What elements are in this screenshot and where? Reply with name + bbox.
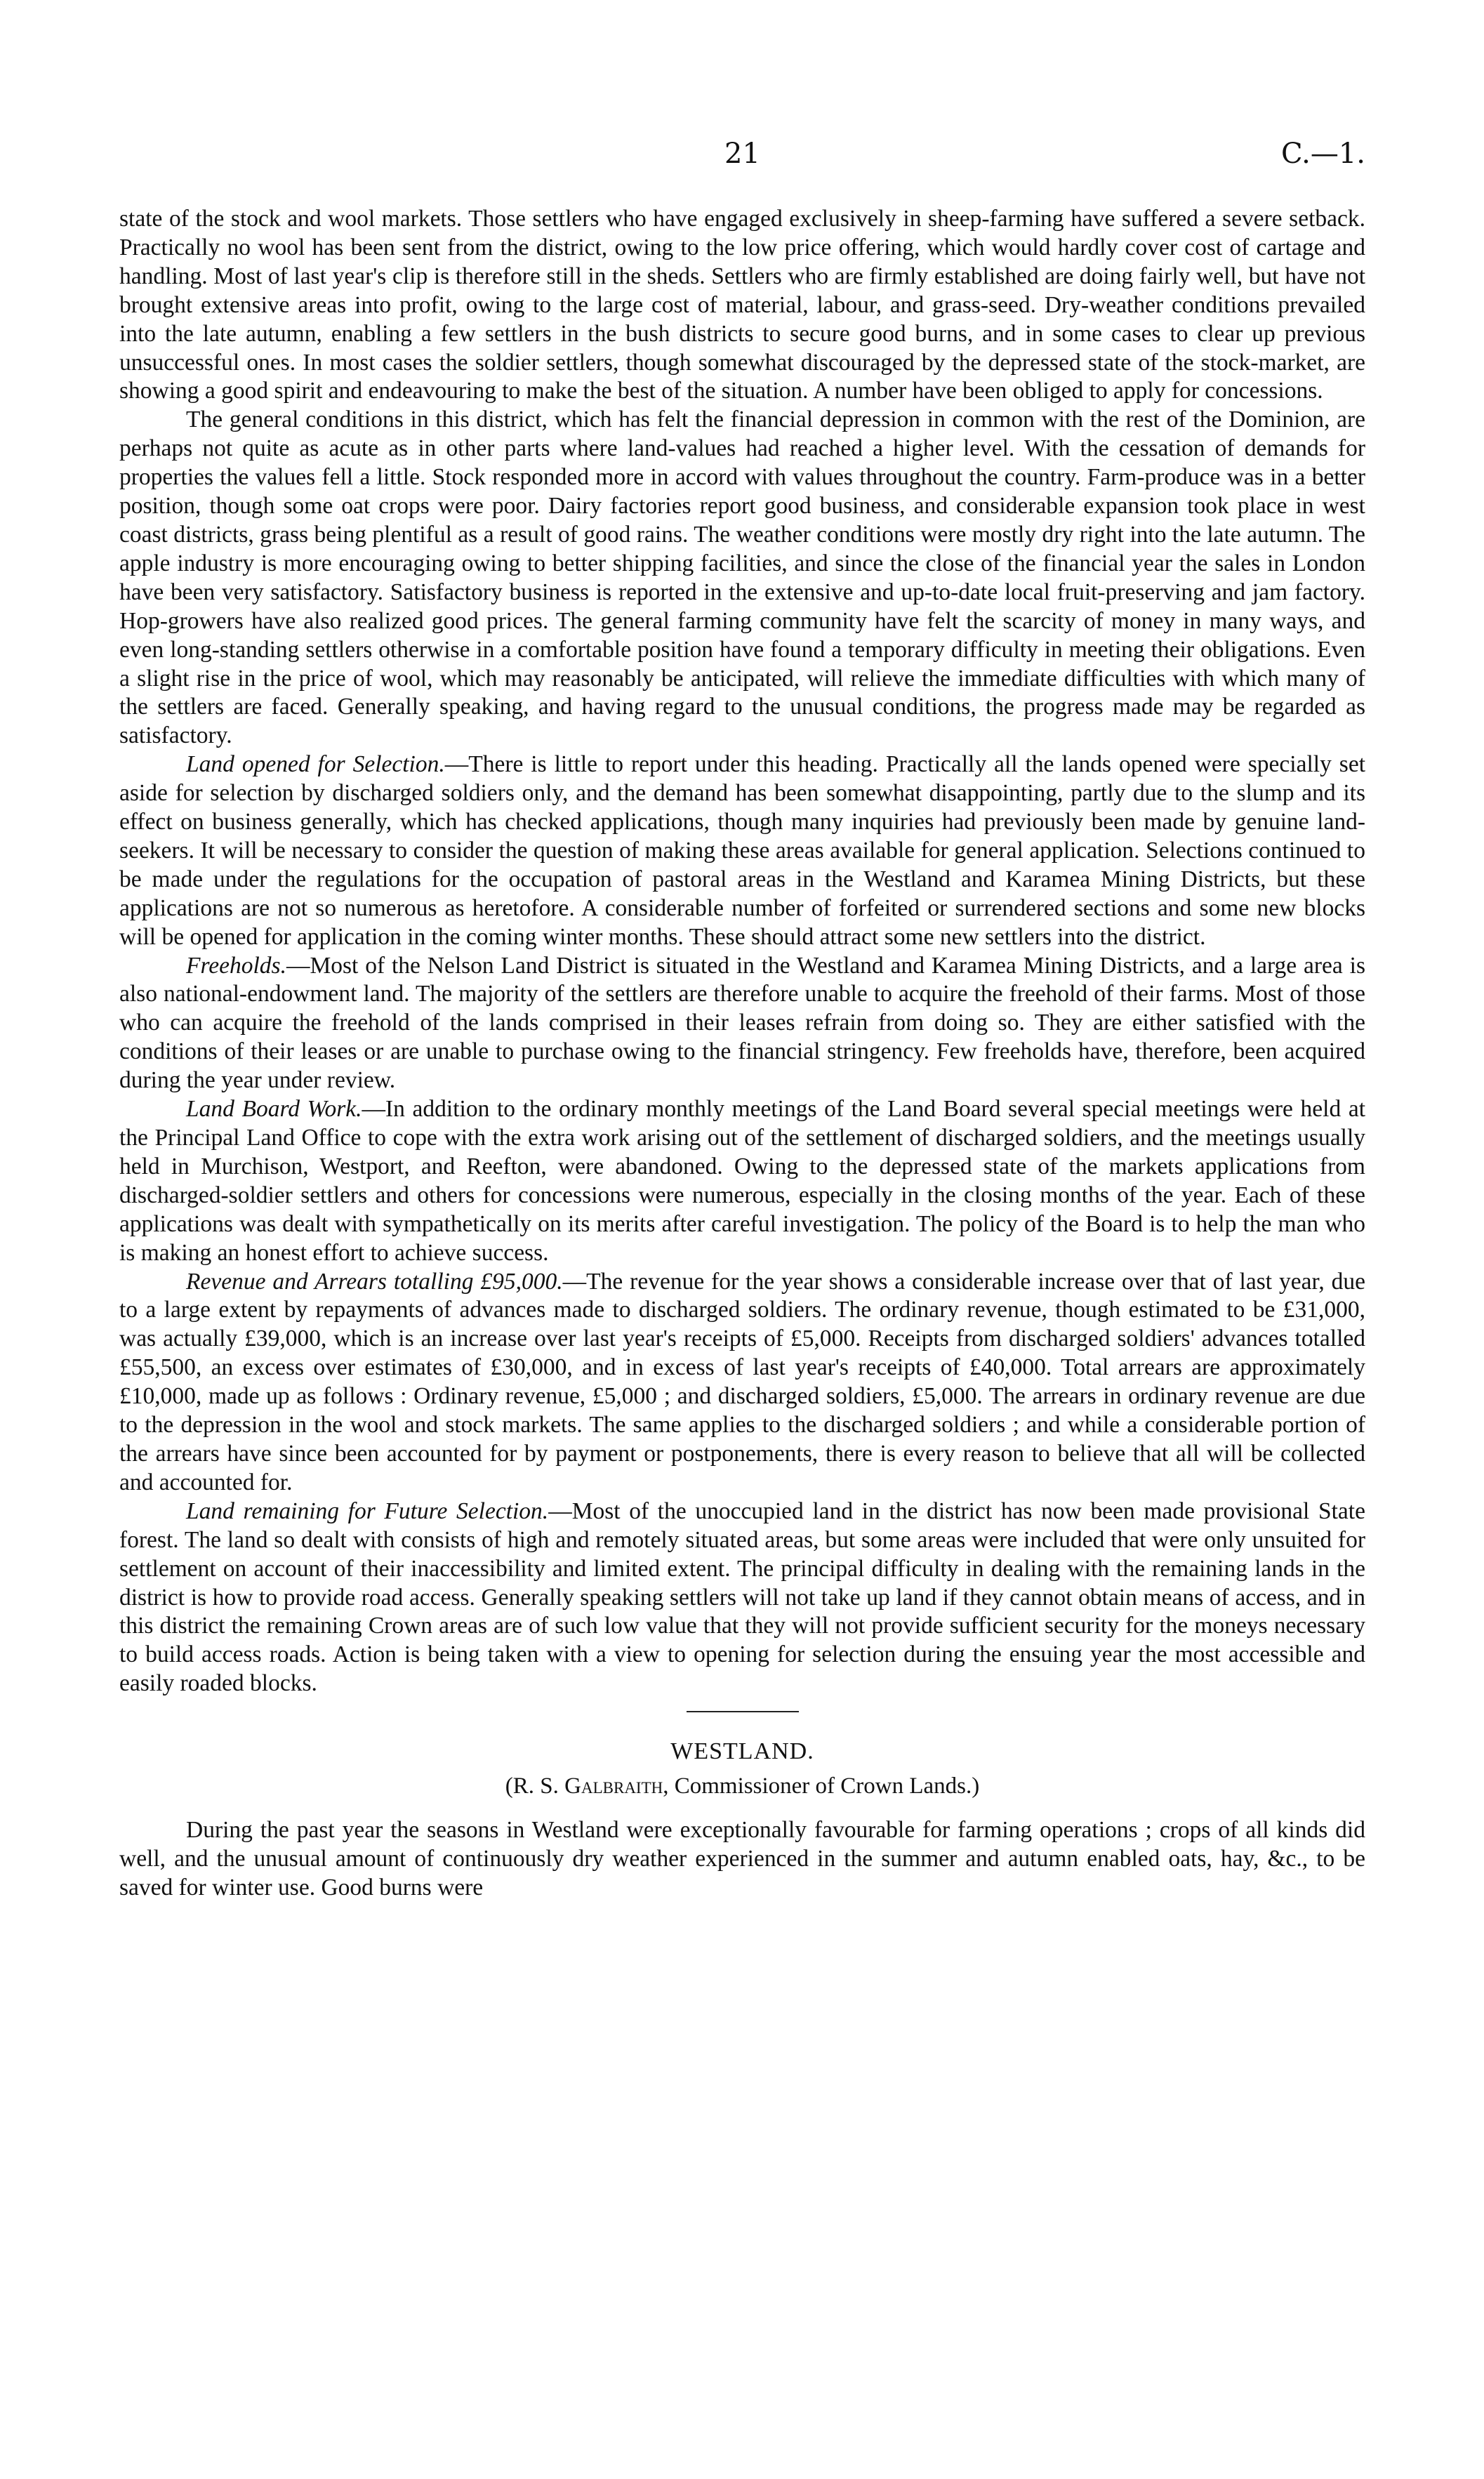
subheading-land-board-work: Land Board Work. xyxy=(186,1096,362,1123)
commissioner-name: R. S. Galbraith xyxy=(512,1773,663,1799)
paragraph-revenue-arrears-text: —The revenue for the year shows a considerable increase over that of last year, due to a large extent by repayments of advances made to discharged soldiers. The ordinary revenue, though estimated to be £31,000, was actually £39,000, which is an increase over last year's receipts of £5,000. Receipts from discharged soldiers' advances totalled £55,500, an excess over estimates of £30,000, and in excess of last year's receipts of £40,000. Total arrears are approximately £10,000, made up as follows : Ordinary revenue, £5,000 ; and discharged soldiers, £5,000. The arrears in ordinary revenue are due to the depression in the wool and stock markets. The same applies to the discharged soldiers ; and while a considerable portion of the arrears have since been accounted for by payment or postponements, there is every reason to believe that all will be collected and accounted for. xyxy=(119,1268,1366,1495)
paragraph-future-selection xyxy=(119,1498,1365,1698)
commissioner-line xyxy=(119,1772,1365,1801)
paragraph-wool-markets: state of the stock and wool markets. Those settlers who have engaged exclusively in sheep-farming have suffered a severe setback. Practically no wool has been sent from the district, owing to the low price offering, which would hardly cover cost of cartage and handling. Most of last year's clip is therefore still in the sheds. Settlers who are firmly established are doing fairly well, but have not brought extensive areas into profit, owing to the large cost of material, labour, and grass-seed. Dry-weather conditions prevailed into the late autumn, enabling a few settlers in the bush districts to secure good burns, and in some cases to clear up previous unsuccessful ones. In most cases the soldier settlers, though somewhat discouraged by the depressed state of the stock-market, are showing a good spirit and endeavouring to make the best of the situation. A number have been obliged to apply for concessions. xyxy=(119,206,1365,404)
paragraph-land-board-work xyxy=(119,1095,1365,1267)
commissioner-role: , Commissioner of Crown Lands.) xyxy=(663,1773,980,1799)
paragraph-freeholds-text: —Most of the Nelson Land District is situated in the Westland and Karamea Mining Districts, and a large area is also national-endowment land. The majority of the settlers are therefore unable to acquire the freehold of their farms. Most of those who can acquire the freehold of the lands comprised in their leases refrain from doing so. They are either satisfied with the conditions of their leases or are unable to purchase owing to the financial stringency. Few freeholds have, therefore, been acquired during the year under review. xyxy=(119,952,1365,1094)
subheading-revenue-arrears: Revenue and Arrears totalling £95,000. xyxy=(186,1268,563,1295)
paragraph-land-board-work-text: —In addition to the ordinary monthly meetings of the Land Board several special meetings were held at the Principal Land Office to cope with the extra work arising out of the settlement of discharged soldiers, and the meetings usually held in Murchison, Westport, and Reefton, were abandoned. Owing to the depressed state of the markets applications from discharged-soldier settlers and others for concessions were numerous, especially in the closing months of the year. Each of these applications was dealt with sympathetically on its merits after careful investigation. The policy of the Board is to help the man who is making an honest effort to achieve success. xyxy=(119,1096,1366,1266)
section-divider xyxy=(687,1711,799,1712)
paragraph-land-opened-text: —There is little to report under this heading. Practically all the lands opened were specially set aside for selection by discharged soldiers only, and the demand has been somewhat disappointing, partly due to the slump and its effect on business generally, which has checked applications, though many inquiries had previously been made by genuine land-seekers. It will be necessary to consider the question of making these areas available for general application. Selections continued to be made under the regulations for the occupation of pastoral areas in the Westland and Karamea Mining Districts, but these applications are not so numerous as heretofore. A considerable number of forfeited or surrendered sections and some new blocks will be opened for application in the coming winter months. These should attract some new settlers into the district. xyxy=(119,751,1365,950)
paragraph-future-selection-text: —Most of the unoccupied land in the district has now been made provisional State forest. The land so dealt with consists of high and remotely situated areas, but some areas were included that were only unsuited for settlement on account of their inaccessibility and limited extent. The principal difficulty in dealing with the remaining lands in the district is how to provide road access. Generally speaking settlers will not take up land if they cannot obtain means of access, and in this district the remaining Crown areas are of such low value that they will not provide sufficient security for the moneys necessary to build access roads. Action is being taken with a view to opening for selection during the ensuing year the most accessible and easily roaded blocks. xyxy=(119,1498,1365,1697)
subheading-freeholds: Freeholds. xyxy=(186,952,286,979)
page-number: 21 xyxy=(724,138,760,170)
paragraph-general-conditions: The general conditions in this district, which has felt the financial depression in common with the rest of the Dominion, are perhaps not quite as acute as in other parts where land-values had reached a higher level. With the cessation of demands for properties the values fell a little. Stock responded more in accord with values throughout the country. Farm-produce was in a better position, though some oat crops were poor. Dairy factories report good business, and considerable expansion took place in west coast districts, grass being plentiful as a result of good rains. The weather conditions were mostly dry right into the late autumn. The apple industry is more encouraging owing to better shipping facilities, and since the close of the financial year the sales in London have been very satisfactory. Satisfactory business is reported in the extensive and up-to-date local fruit-preserving and jam factory. Hop-growers have also realized good prices. The general farming community have felt the scarcity of money in many ways, and even long-standing settlers otherwise in a comfortable position have found a temporary difficulty in meeting their obligations. Even a slight rise in the price of wool, which may reasonably be anticipated, will relieve the immediate difficulties with which many of the settlers are faced. Generally speaking, and having regard to the unusual conditions, the progress made may be regarded as satisfactory. xyxy=(119,406,1365,749)
paragraph-revenue-arrears xyxy=(119,1268,1365,1498)
document-reference: C.—1. xyxy=(1280,138,1365,170)
body-text xyxy=(119,205,1365,1903)
commissioner-open-paren: ( xyxy=(505,1773,513,1799)
paragraph-westland-seasons: During the past year the seasons in Westland were exceptionally favourable for farming operations ; crops of all kinds did well, and the unusual amount of continuously dry weather experienced in the summer and autumn enabled oats, hay, &c., to be saved for winter use. Good burns were xyxy=(119,1816,1365,1900)
subheading-land-opened: Land opened for Selection. xyxy=(186,751,445,778)
subheading-future-selection: Land remaining for Future Selection. xyxy=(186,1498,549,1524)
page-header xyxy=(119,138,1365,180)
paragraph-freeholds xyxy=(119,952,1365,1096)
section-heading-westland: WESTLAND. xyxy=(670,1738,814,1765)
paragraph-land-opened xyxy=(119,751,1365,951)
